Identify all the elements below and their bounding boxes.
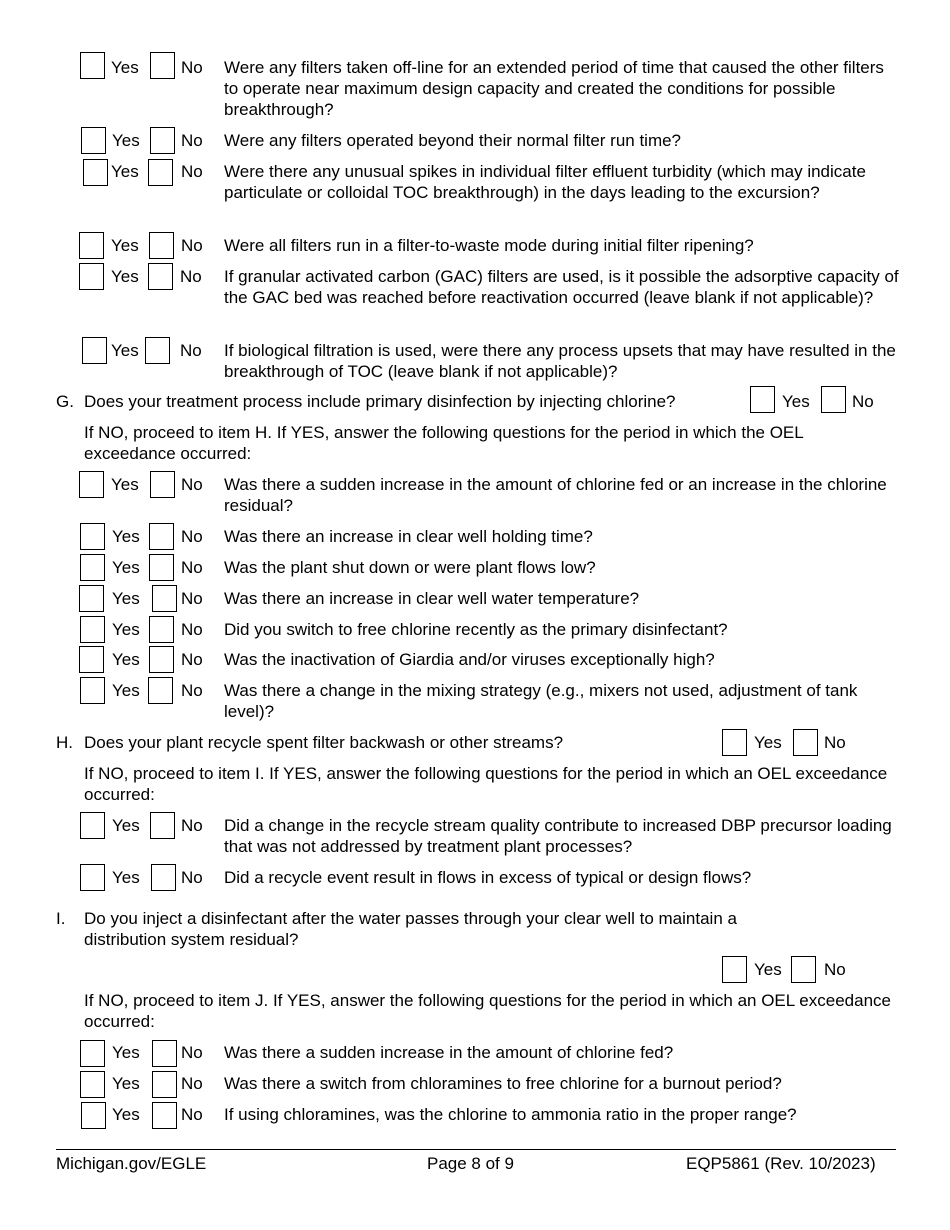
yes-checkbox[interactable] [80,616,105,643]
yes-checkbox[interactable] [722,956,747,983]
yes-checkbox[interactable] [80,1040,105,1067]
no-checkbox[interactable] [149,646,174,673]
no-label: No [181,131,203,150]
no-label: No [180,267,202,286]
no-label: No [181,816,203,835]
yes-label: Yes [112,816,140,835]
question-text: Were any filters operated beyond their normal filter run time? [224,131,682,150]
yes-checkbox[interactable] [81,127,106,154]
no-checkbox[interactable] [149,616,174,643]
no-label: No [181,681,203,700]
footer-form-number: EQP5861 (Rev. 10/2023) [686,1154,876,1173]
question-text: Did you switch to free chlorine recently as the primary disinfectant? [224,620,728,639]
question-text: Was the inactivation of Giardia and/or viruses exceptionally high? [224,650,715,669]
no-checkbox[interactable] [149,523,174,550]
yes-label: Yes [112,620,140,639]
no-label: No [181,58,203,77]
yes-label: Yes [754,960,782,979]
section-title: Does your treatment process include primary disinfection by injecting chlorine? [84,392,676,411]
question-text: If using chloramines, was the chlorine to ammonia ratio in the proper range? [224,1105,797,1124]
no-label: No [852,392,874,411]
yes-checkbox[interactable] [80,554,105,581]
question-text: Were all filters run in a filter-to-waste mode during initial filter ripening? [224,236,754,255]
yes-label: Yes [111,236,139,255]
yes-label: Yes [112,589,140,608]
no-label: No [181,1074,203,1093]
yes-label: Yes [111,58,139,77]
no-checkbox[interactable] [152,585,177,612]
no-label: No [181,620,203,639]
no-checkbox[interactable] [150,52,175,79]
no-label: No [181,527,203,546]
question-text: Did a change in the recycle stream quality contribute to increased DBP precursor loading that was not addressed by treatment plant processes? [224,816,892,856]
no-checkbox[interactable] [151,864,176,891]
question-text: Did a recycle event result in flows in excess of typical or design flows? [224,868,752,887]
no-label: No [181,868,203,887]
footer-website: Michigan.gov/EGLE [56,1154,207,1173]
no-checkbox[interactable] [821,386,846,413]
no-label: No [181,1043,203,1062]
no-checkbox[interactable] [148,159,173,186]
no-checkbox[interactable] [150,127,175,154]
no-checkbox[interactable] [152,1102,177,1129]
yes-checkbox[interactable] [79,232,104,259]
yes-checkbox[interactable] [722,729,747,756]
section-letter: H. [56,733,73,752]
yes-label: Yes [111,162,139,181]
section-letter: I. [56,909,66,928]
footer-divider [56,1149,896,1150]
section-g-instruction: If NO, proceed to item H. If YES, answer the following questions for the period in which the OEL exceedance occurred: [84,423,804,463]
question-text: Was there an increase in clear well holding time? [224,527,593,546]
yes-checkbox[interactable] [80,812,105,839]
no-checkbox[interactable] [793,729,818,756]
yes-label: Yes [111,267,139,286]
yes-checkbox[interactable] [81,1102,106,1129]
yes-label: Yes [111,475,139,494]
question-text: Was there a switch from chloramines to free chlorine for a burnout period? [224,1074,782,1093]
yes-label: Yes [754,733,782,752]
yes-label: Yes [112,1105,140,1124]
question-text: If biological filtration is used, were there any process upsets that may have resulted in the breakthrough of TOC (leave blank if not applicable)? [224,341,896,381]
yes-checkbox[interactable] [80,52,105,79]
no-label: No [181,558,203,577]
section-h-instruction: If NO, proceed to item I. If YES, answer the following questions for the period in which an OEL exceedance occurred: [84,764,888,804]
yes-label: Yes [112,527,140,546]
yes-checkbox[interactable] [80,1071,105,1098]
section-title: Does your plant recycle spent filter backwash or other streams? [84,733,564,752]
question-text: Was there a sudden increase in the amount of chlorine fed or an increase in the chlorine residual? [224,475,887,515]
yes-checkbox[interactable] [82,337,107,364]
no-label: No [180,341,202,360]
yes-checkbox[interactable] [79,263,104,290]
no-checkbox[interactable] [145,337,170,364]
no-label: No [181,162,203,181]
yes-label: Yes [111,341,139,360]
yes-checkbox[interactable] [80,523,105,550]
question-text: If granular activated carbon (GAC) filters are used, is it possible the adsorptive capacity of the GAC bed was reached before reactivation occurred (leave blank if not applicable)? [224,267,899,307]
yes-checkbox[interactable] [79,471,104,498]
no-label: No [181,236,203,255]
no-checkbox[interactable] [791,956,816,983]
no-checkbox[interactable] [148,263,173,290]
question-text: Were there any unusual spikes in individual filter effluent turbidity (which may indicate particulate or colloidal TOC breakthrough) in the days leading to the excursion? [224,162,866,202]
yes-label: Yes [112,1043,140,1062]
yes-label: Yes [112,868,140,887]
section-letter: G. [56,392,74,411]
yes-label: Yes [782,392,810,411]
yes-label: Yes [112,681,140,700]
no-checkbox[interactable] [149,232,174,259]
yes-checkbox[interactable] [80,677,105,704]
yes-label: Yes [112,558,140,577]
no-checkbox[interactable] [152,1040,177,1067]
no-label: No [181,650,203,669]
yes-checkbox[interactable] [83,159,108,186]
no-checkbox[interactable] [149,554,174,581]
no-checkbox[interactable] [150,812,175,839]
no-label: No [824,960,846,979]
yes-label: Yes [112,650,140,669]
yes-checkbox[interactable] [750,386,775,413]
no-label: No [181,1105,203,1124]
yes-label: Yes [112,1074,140,1093]
no-label: No [181,589,203,608]
yes-checkbox[interactable] [79,646,104,673]
footer-page-number: Page 8 of 9 [427,1154,514,1173]
yes-checkbox[interactable] [79,585,104,612]
no-label: No [824,733,846,752]
yes-label: Yes [112,131,140,150]
question-text: Was there an increase in clear well water temperature? [224,589,640,608]
no-label: No [181,475,203,494]
section-i-instruction: If NO, proceed to item J. If YES, answer the following questions for the period in which an OEL exceedance occurred: [84,991,891,1031]
no-checkbox[interactable] [148,677,173,704]
question-text: Was there a change in the mixing strategy (e.g., mixers not used, adjustment of tank level)? [224,681,858,721]
no-checkbox[interactable] [150,471,175,498]
section-title: Do you inject a disinfectant after the water passes through your clear well to maintain a distribution system residual? [84,909,737,949]
question-text: Was there a sudden increase in the amount of chlorine fed? [224,1043,674,1062]
question-text: Were any filters taken off-line for an extended period of time that caused the other filters to operate near maximum design capacity and created the conditions for possible breakthrough? [224,58,884,119]
question-text: Was the plant shut down or were plant flows low? [224,558,596,577]
yes-checkbox[interactable] [80,864,105,891]
no-checkbox[interactable] [152,1071,177,1098]
